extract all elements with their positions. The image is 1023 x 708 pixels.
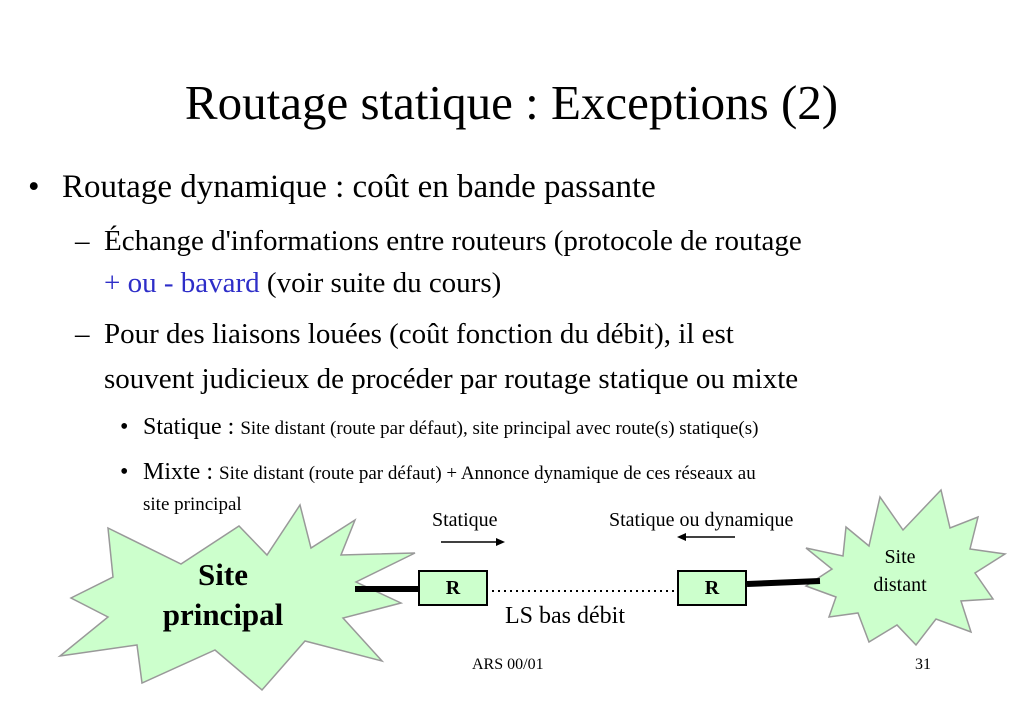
slide-title: Routage statique : Exceptions (2) bbox=[184, 75, 839, 130]
sub-bullet-marker: – bbox=[75, 318, 90, 350]
mixte-detail: Site distant (route par défaut) + Annonce dynamique de ces réseaux au bbox=[219, 463, 756, 484]
statique-detail: Site distant (route par défaut), site principal avec route(s) statique(s) bbox=[240, 418, 759, 439]
arrow-left-head-icon bbox=[677, 533, 686, 541]
bullet-routage-dynamique: Routage dynamique : coût en bande passante bbox=[62, 169, 656, 205]
arrow-right-head-icon bbox=[496, 538, 505, 546]
router-left: R bbox=[418, 570, 488, 606]
bavard-highlight: + ou - bavard bbox=[104, 267, 260, 299]
router-right: R bbox=[677, 570, 747, 606]
sub-sub-bullet-marker: • bbox=[120, 414, 129, 440]
sub-sub-bullet-marker: • bbox=[120, 459, 129, 485]
sub-bullet-echange-line1: Échange d'informations entre routeurs (protocole de routage bbox=[104, 225, 802, 257]
voir-suite-text: (voir suite du cours) bbox=[259, 267, 502, 299]
right-link-line bbox=[747, 581, 820, 584]
site-distant-line1: Site bbox=[884, 546, 916, 568]
footer-page-number: 31 bbox=[915, 656, 931, 673]
label-statique-ou-dynamique: Statique ou dynamique bbox=[609, 509, 794, 531]
mixte-detail-line2: site principal bbox=[143, 494, 242, 515]
statique-label: Statique : bbox=[143, 414, 241, 440]
bullet-marker: • bbox=[28, 169, 40, 205]
mixte-label: Mixte : bbox=[143, 459, 219, 485]
label-statique: Statique bbox=[432, 509, 498, 531]
site-distant-line2: distant bbox=[873, 574, 927, 596]
site-distant-label bbox=[850, 543, 950, 599]
label-ls-bas-debit: LS bas débit bbox=[505, 603, 625, 629]
sub-bullet-liaisons-line2: souvent judicieux de procéder par routage statique ou mixte bbox=[104, 363, 799, 395]
site-principal-line2: principal bbox=[162, 597, 284, 632]
site-principal-label bbox=[133, 555, 313, 635]
footer-course: ARS 00/01 bbox=[472, 656, 544, 673]
sub-bullet-liaisons-line1: Pour des liaisons louées (coût fonction du débit), il est bbox=[104, 318, 734, 350]
sub-bullet-marker: – bbox=[75, 225, 90, 257]
site-principal-line1: Site bbox=[198, 557, 248, 592]
